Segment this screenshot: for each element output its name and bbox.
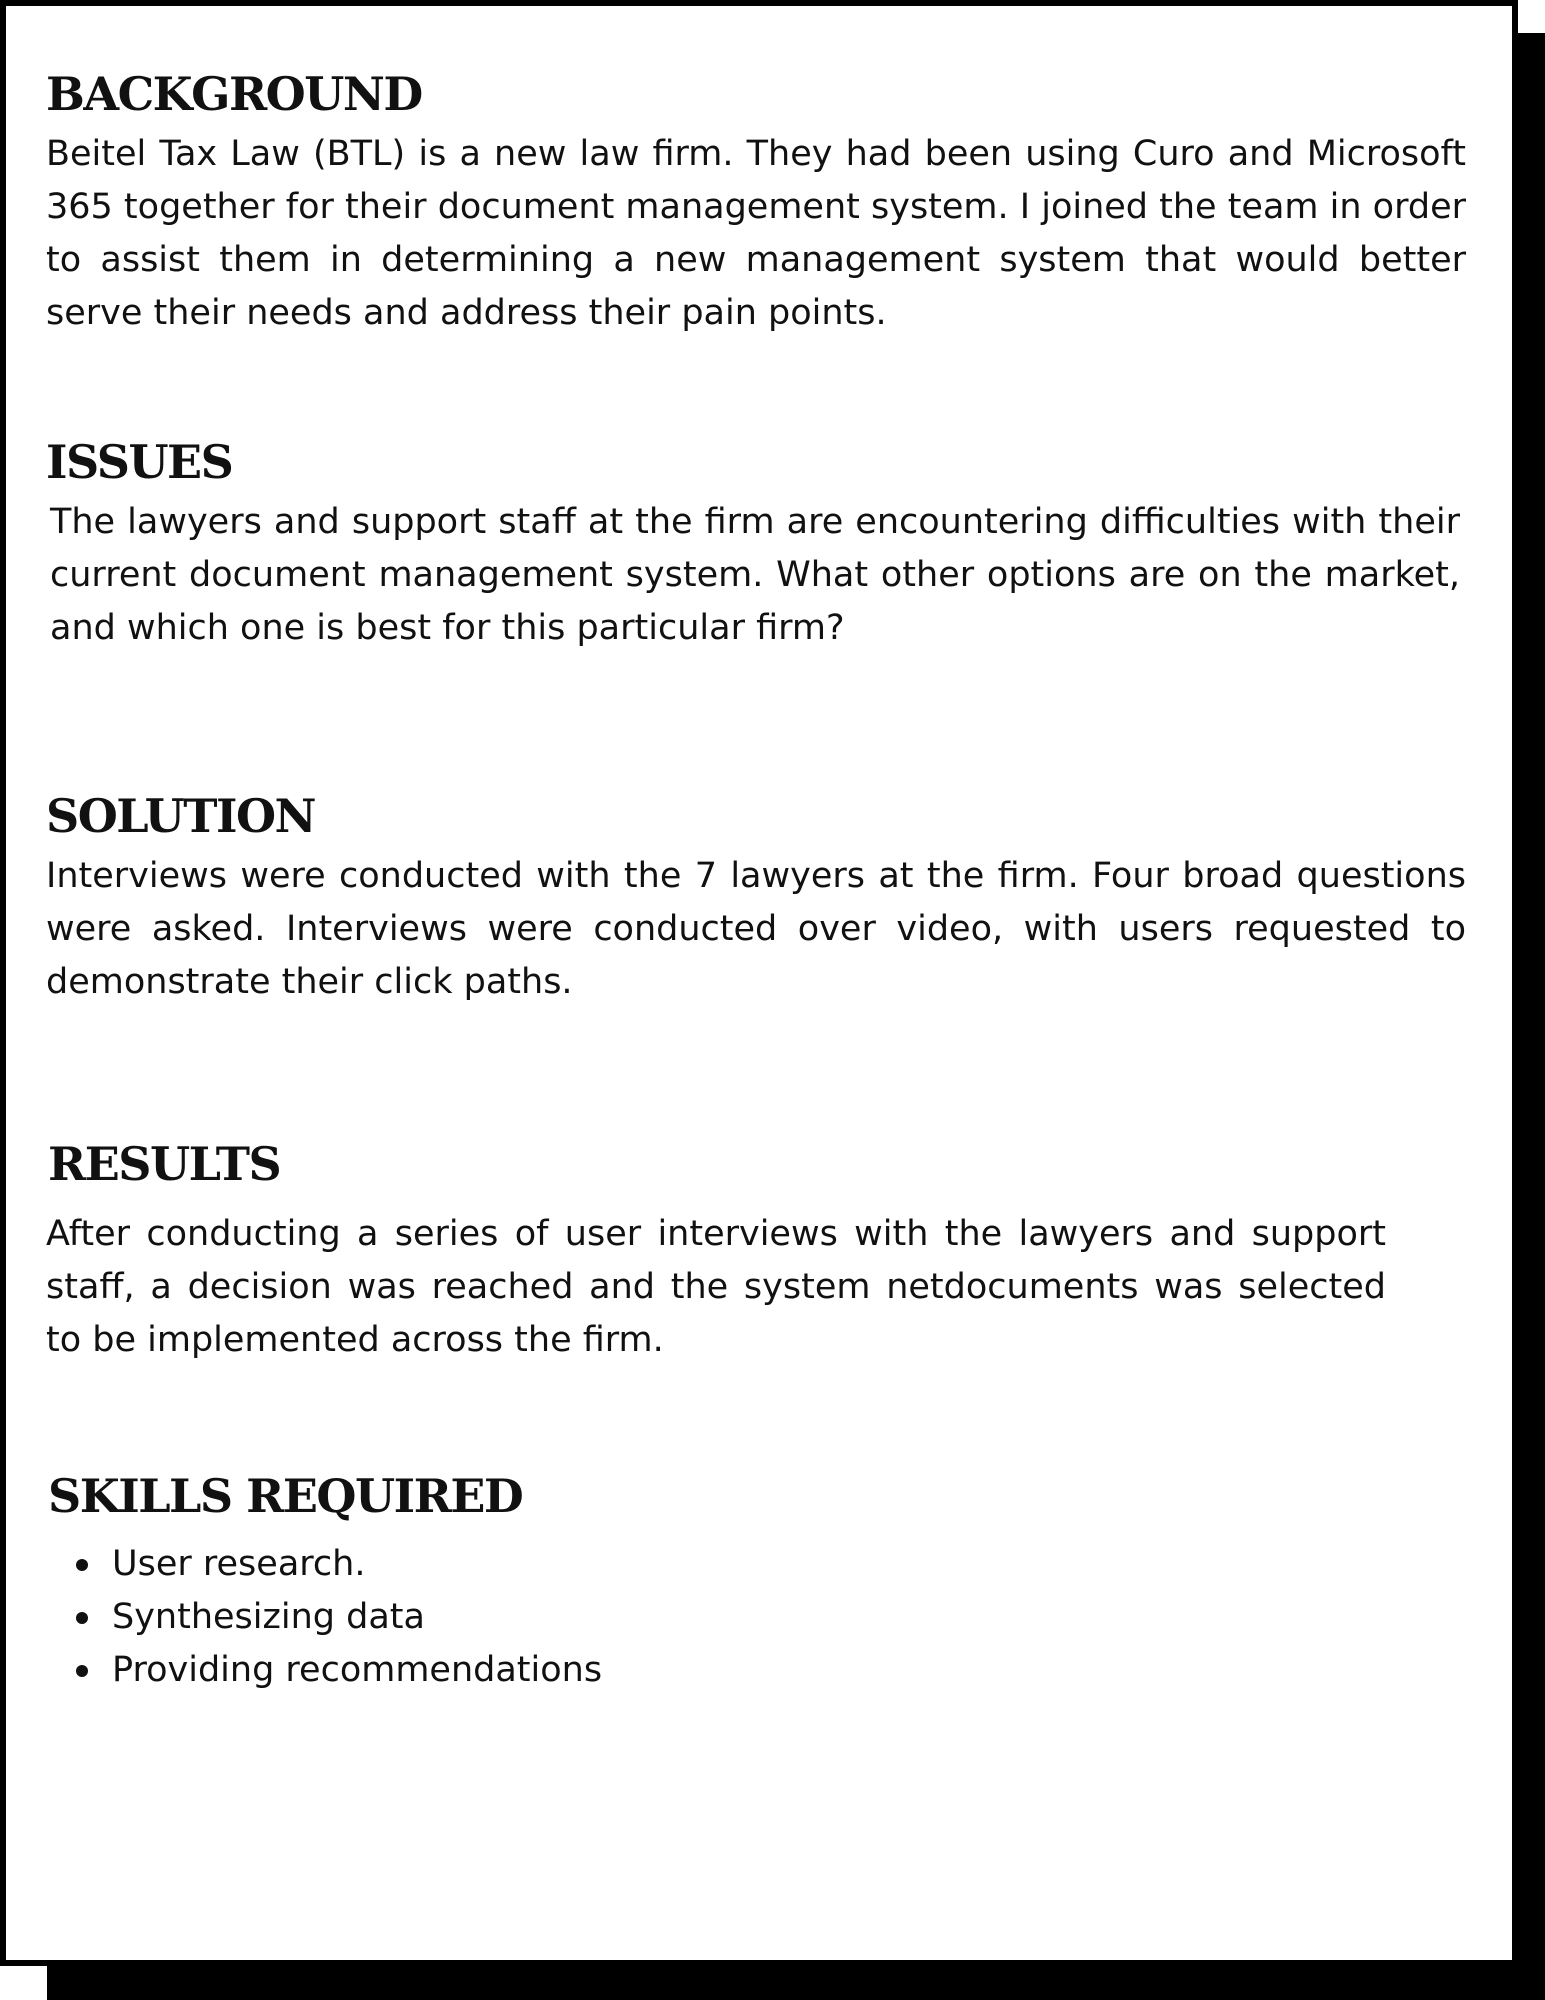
list-item — [72, 1591, 1046, 1644]
issues-heading: ISSUES — [46, 435, 233, 489]
bullet-icon — [76, 1612, 88, 1624]
results-text: After conducting a series of user interviews with the lawyers and support staff, a decision was reached and the system netdocuments was selected to be implemented across the firm. — [46, 1214, 1386, 1360]
bullet-icon — [76, 1665, 88, 1677]
solution-text: Interviews were conducted with the 7 lawyers at the firm. Four broad questions were asked. Interviews were conducted over video, with users requested to demonstrate their click paths. — [46, 856, 1466, 1002]
bullet-icon — [76, 1559, 88, 1571]
solution-section — [46, 788, 1466, 1009]
list-item — [72, 1644, 1046, 1697]
background-heading: BACKGROUND — [46, 67, 422, 121]
issues-section — [46, 434, 1460, 655]
skills-section — [46, 1468, 1046, 1697]
solution-heading: SOLUTION — [46, 789, 316, 843]
skill-label: User research. — [112, 1544, 366, 1584]
list-item — [72, 1538, 1046, 1591]
background-section — [46, 66, 1466, 340]
skill-label: Providing recommendations — [112, 1650, 603, 1690]
skill-label: Synthesizing data — [112, 1597, 425, 1637]
skills-heading: SKILLS REQUIRED — [48, 1469, 523, 1523]
issues-text: The lawyers and support staff at the firm are encountering difficulties with their current document management system. What other options are on the market, and which one is best for this particular firm? — [50, 502, 1460, 648]
background-text: Beitel Tax Law (BTL) is a new law firm. They had been using Curo and Microsoft 365 together for their document management system. I joined the team in order to assist them in determining a new management system that would better serve their needs and address their pain points. — [46, 134, 1466, 333]
skills-list — [46, 1538, 1046, 1697]
results-section — [46, 1136, 1386, 1367]
results-heading: RESULTS — [48, 1137, 281, 1191]
